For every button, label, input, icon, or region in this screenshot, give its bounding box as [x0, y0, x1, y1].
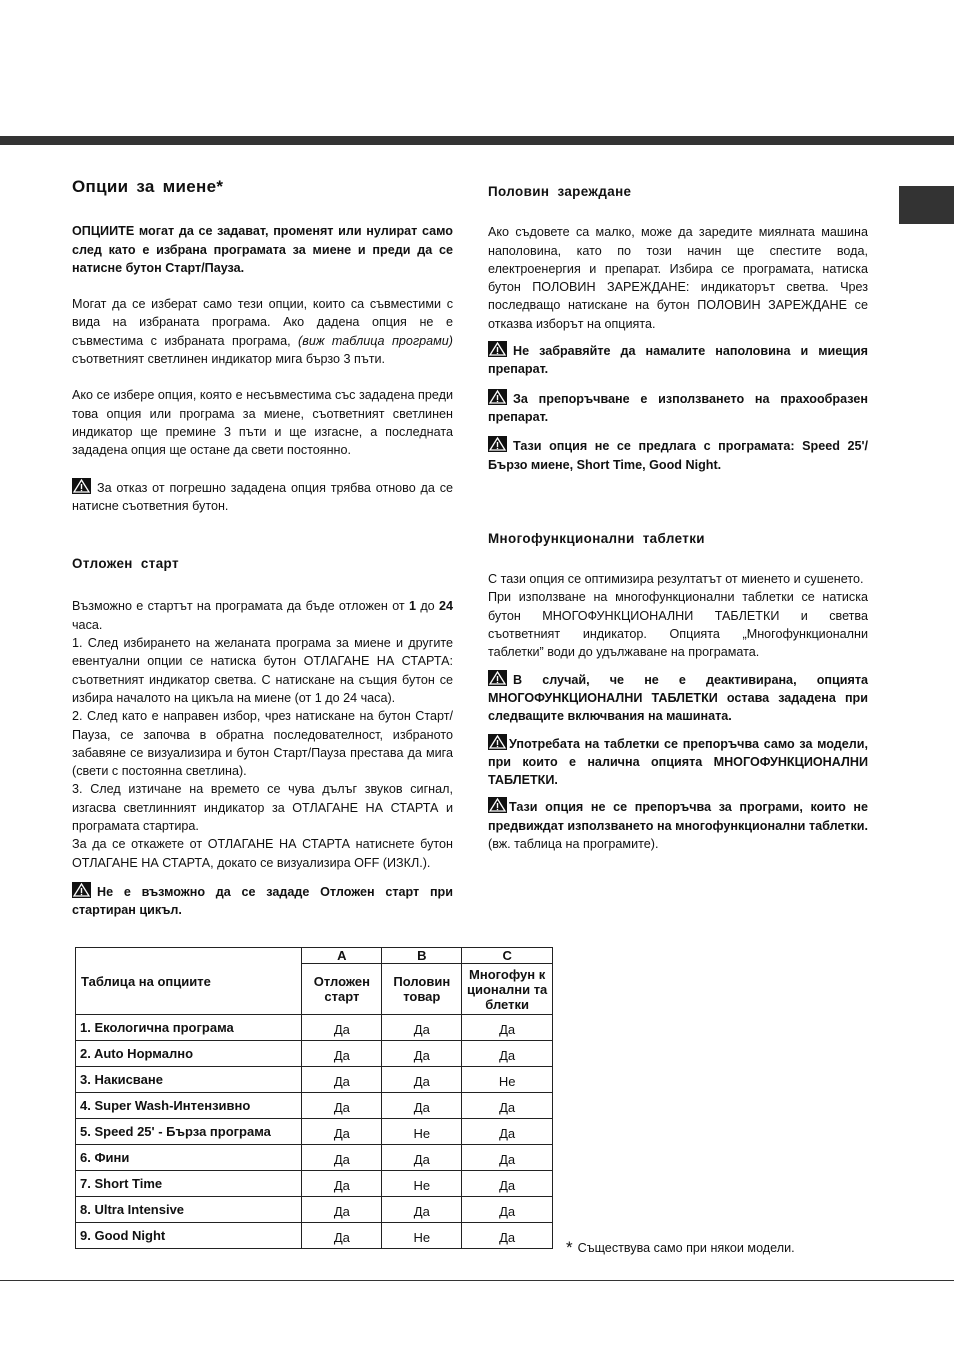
compat-text-b: съответният светлинен индикатор мига бързо 3 пъти.: [72, 352, 386, 367]
footnote-text: Съществува само при някои модели.: [577, 1241, 795, 1255]
half-load-warning-1-text: Не забравяйте да намалите наполовина и миещия препарат.: [488, 344, 868, 377]
table-row: [76, 1041, 553, 1067]
option-value-cell: Да: [462, 1145, 553, 1171]
footnote-star: *: [566, 1238, 573, 1257]
option-value-cell: Да: [382, 1067, 462, 1093]
tabs-warning-3-bold: Тази опция не се препоръчва за програми, които не предвиждат използването на многофункционални таблетки.: [488, 800, 868, 833]
cancel-warning-text: За отказ от погрешно зададена опция трябва отново да се натисне съответния бутон.: [72, 480, 453, 513]
table-row: [76, 1093, 553, 1119]
warning-triangle-icon: [72, 882, 91, 898]
option-value-cell: Да: [302, 1041, 382, 1067]
half-load-warning-3-text: Тази опция не се предлага с програмата: Speed 25'/Бързо миене, Short Time, Good Night.: [488, 439, 868, 472]
table-row: [76, 1197, 553, 1223]
incompatibility-paragraph: Ако се избере опция, която е несъвместима със зададена преди това опция или програма за миене, съответният светлинен индикатор ще премине 3 пъти и ще изгасне, а последната зададена опция ще остане да свети постоянно.: [72, 388, 453, 458]
warning-triangle-icon: [488, 797, 507, 813]
delay-step-1: 1. След избирането на желаната програма за миене и другите евентуални опции се натиска бутон ОТЛАГАНЕ НА СТАРТА: съответният индикатор светва. С натискане на същия бутон се избира началото на цикъла на миене (от 1 до 24 часа).: [72, 636, 453, 705]
table-row: [76, 1067, 553, 1093]
option-value-cell: Да: [302, 1197, 382, 1223]
option-value-cell: Не: [382, 1171, 462, 1197]
compatibility-paragraph: [72, 295, 453, 368]
option-value-cell: Да: [462, 1041, 553, 1067]
option-value-cell: Да: [302, 1145, 382, 1171]
left-column: [72, 178, 453, 920]
tabs-paragraph-2: При използване на многофункционални таблетки се натиска бутон МНОГОФУНКЦИОНАЛНИ ТАБЛЕТКИ и светва съответният индикатор. Опцията „Многофункционални таблетки” води до удължаване на програмата.: [488, 590, 868, 660]
delay-range-paragraph: [72, 597, 453, 634]
delay-max-hours: 24: [439, 599, 454, 614]
tabs-warning-2-text: Употребата на таблетки се препоръчва само за модели, при които е налична опцията МНОГОФУНКЦИОНАЛНИ ТАБЛЕТКИ.: [488, 736, 868, 788]
half-load-warning-2-text: За препоръчване е използването на прахообразен препарат.: [488, 391, 868, 424]
delay-warning-text: Не е възможно да се зададе Отложен старт при стартиран цикъл.: [72, 884, 453, 918]
option-value-cell: Да: [382, 1197, 462, 1223]
delay-min-hours: 1: [409, 599, 417, 614]
section-title-half-load: Половин зареждане: [488, 184, 632, 199]
option-value-cell: Да: [302, 1171, 382, 1197]
column-header-delayed-start: Отложен старт: [302, 964, 382, 1015]
program-name-cell: 5. Speed 25' - Бърза програма: [76, 1119, 302, 1145]
right-column: [488, 178, 868, 853]
option-value-cell: Да: [382, 1015, 462, 1041]
warning-triangle-icon: [488, 734, 507, 750]
option-value-cell: Да: [302, 1067, 382, 1093]
tabs-warning-1: [488, 670, 868, 726]
option-value-cell: Да: [302, 1093, 382, 1119]
option-value-cell: Да: [462, 1093, 553, 1119]
option-value-cell: Не: [382, 1119, 462, 1145]
compat-italic-ref: (виж таблица програми): [298, 333, 453, 348]
section-title-delayed-start: Отложен старт: [72, 556, 179, 572]
bottom-rule: [0, 1280, 954, 1281]
option-value-cell: Да: [382, 1145, 462, 1171]
warning-triangle-icon: [72, 478, 91, 494]
option-value-cell: Да: [302, 1119, 382, 1145]
program-name-cell: 3. Накисване: [76, 1067, 302, 1093]
option-value-cell: Да: [382, 1093, 462, 1119]
tabs-warning-3-normal: (вж. таблица на програмите).: [488, 837, 659, 852]
program-name-cell: 9. Good Night: [76, 1223, 302, 1249]
delay-text-b: до: [420, 599, 435, 614]
tabs-warning-2: [488, 734, 868, 790]
option-value-cell: Да: [382, 1041, 462, 1067]
intro-bold-paragraph: ОПЦИИТЕ могат да се задават, променят или нулират само след като е избрана програмата за миене и преди да се натисне бутон Старт/Пауза.: [72, 224, 453, 275]
program-name-cell: 2. Auto Нормално: [76, 1041, 302, 1067]
table-caption: Таблица на опциите: [76, 948, 302, 1015]
table-row: [76, 1223, 553, 1249]
tabs-warning-3: [488, 797, 868, 853]
option-value-cell: Да: [462, 1197, 553, 1223]
section-title-wash-options: Опции за миене*: [72, 177, 224, 196]
delay-cancel-paragraph: За да се откажете от ОТЛАГАНЕ НА СТАРТА натиснете бутон ОТЛАГАНЕ НА СТАРТА, докато се визуализира OFF (ИЗКЛ.).: [72, 837, 453, 870]
table-letter-row: [76, 948, 553, 964]
table-row: [76, 1015, 553, 1041]
delay-step-2: 2. След като е направен избор, чрез натискане на бутон Старт/Пауза, се започва в обратна последователност, избраното забавяне се визуализира и бутон Старт/Пауза престава да мига (свети с постоянна светлина).: [72, 709, 453, 779]
half-load-warning-3: [488, 436, 868, 474]
half-load-paragraph: Ако съдовете са малко, може да заредите миялната машина наполовина, като по този начин ще спестите вода, електроенергия и препарат. Избира се програмата, натиска бутон ПОЛОВИН ЗАРЕЖДАНЕ: индикаторът светва. Чрез последващо натискане на бутон ПОЛОВИН ЗАРЕЖДАНЕ се отказва изборът на опцията.: [488, 225, 868, 331]
option-value-cell: Да: [462, 1119, 553, 1145]
warning-triangle-icon: [488, 436, 507, 452]
program-name-cell: 8. Ultra Intensive: [76, 1197, 302, 1223]
table-row: [76, 1145, 553, 1171]
option-value-cell: Не: [382, 1223, 462, 1249]
option-value-cell: Да: [302, 1223, 382, 1249]
column-header-multi-tablets: Многофун кционални таблетки: [462, 964, 553, 1015]
column-letter: C: [462, 948, 553, 964]
language-side-tab: [899, 186, 954, 224]
compat-text-a: Могат да се изберат само тези опции, които са съвместими с вида на избраната програма. Ако дадена опция не е съвместима с избраната програма,: [72, 297, 453, 348]
column-letter: A: [302, 948, 382, 964]
column-letter: B: [382, 948, 462, 964]
tabs-paragraph-1: С тази опция се оптимизира резултатът от миенето и сушенето.: [488, 572, 864, 587]
top-header-bar: [0, 136, 954, 145]
program-name-cell: 7. Short Time: [76, 1171, 302, 1197]
table-row: [76, 1171, 553, 1197]
option-value-cell: Не: [462, 1067, 553, 1093]
column-header-half-load: Половин товар: [382, 964, 462, 1015]
footnote: [566, 1238, 795, 1258]
cancel-warning: [72, 478, 453, 516]
warning-triangle-icon: [488, 670, 507, 686]
warning-triangle-icon: [488, 341, 507, 357]
option-value-cell: Да: [462, 1015, 553, 1041]
program-name-cell: 4. Super Wash-Интензивно: [76, 1093, 302, 1119]
table-row: [76, 1119, 553, 1145]
program-name-cell: 1. Екологична програма: [76, 1015, 302, 1041]
option-value-cell: Да: [462, 1223, 553, 1249]
half-load-warning-2: [488, 389, 868, 427]
program-name-cell: 6. Фини: [76, 1145, 302, 1171]
section-title-multi-tablets: Многофункционални таблетки: [488, 530, 705, 546]
delay-text-a: Възможно е стартът на програмата да бъде отложен от: [72, 599, 405, 614]
warning-triangle-icon: [488, 389, 507, 405]
option-value-cell: Да: [302, 1015, 382, 1041]
delay-text-c: часа.: [72, 617, 103, 632]
options-table: [75, 947, 553, 1249]
option-value-cell: Да: [462, 1171, 553, 1197]
half-load-warning-1: [488, 341, 868, 379]
tabs-warning-1-text: В случай, че не е деактивирана, опцията МНОГОФУНКЦИОНАЛНИ ТАБЛЕТКИ остава зададена при следващите включвания на машината.: [488, 672, 868, 724]
delay-warning: [72, 882, 453, 920]
delay-step-3: 3. След изтичане на времето се чува дълъг звуков сигнал, изгасва светлинният индикатор за ОТЛАГАНЕ НА СТАРТА и програмата стартира.: [72, 782, 453, 834]
